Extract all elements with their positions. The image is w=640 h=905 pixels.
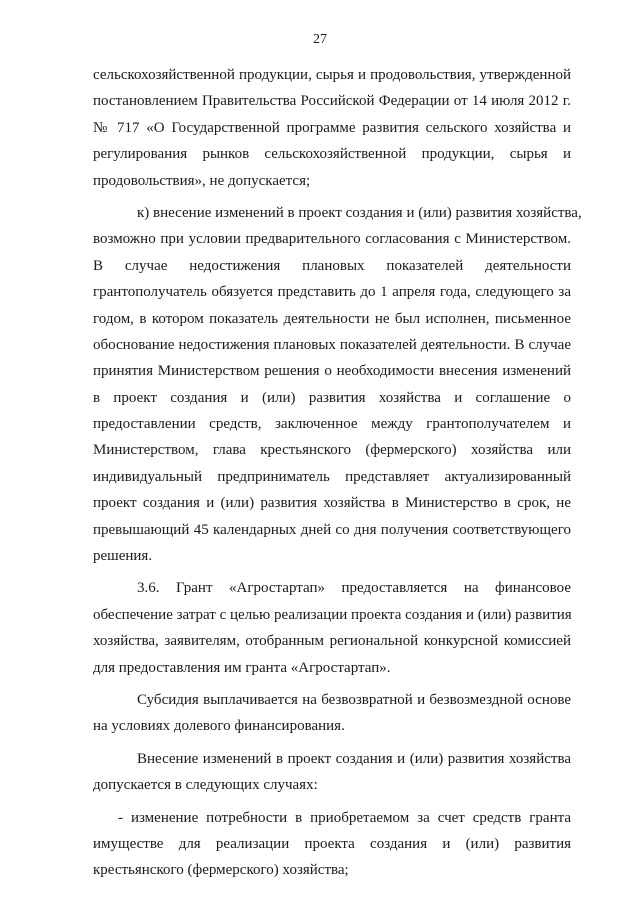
text-line: для предоставления им гранта «Агростартап». bbox=[93, 659, 391, 676]
text-line: № 717 «О Государственной программе развития сельского хозяйства и bbox=[93, 119, 571, 136]
text-line: 3.6. Грант «Агростартап» предоставляется на финансовое bbox=[137, 580, 571, 597]
text-line: регулирования рынков сельскохозяйственной продукции, сырья и bbox=[93, 146, 571, 163]
text-line: хозяйства, заявителям, отобранным региональной конкурсной комиссией bbox=[93, 633, 571, 650]
text-line: обоснование недостижения плановых показателей деятельности. В случае bbox=[93, 336, 571, 353]
document-body bbox=[93, 62, 582, 884]
text-line: В случае недостижения плановых показателей деятельности bbox=[93, 257, 571, 274]
text-line: годом, в котором показатель деятельности не был исполнен, письменное bbox=[93, 310, 571, 327]
text-line: обеспечение затрат с целью реализации проекта создания и (или) развития bbox=[93, 606, 572, 623]
text-line: сельскохозяйственной продукции, сырья и продовольствия, утвержденной bbox=[93, 67, 571, 83]
text-line: Внесение изменений в проект создания и (или) развития хозяйства bbox=[137, 750, 571, 767]
text-line: продовольствия», не допускается; bbox=[93, 172, 311, 189]
text-line: допускается в следующих случаях: bbox=[93, 777, 318, 794]
text-line: решения. bbox=[93, 548, 153, 565]
text-line: грантополучатель обязуется представить до 1 апреля года, следующего за bbox=[93, 284, 571, 301]
text-line: постановлением Правительства Российской Федерации от 14 июля 2012 г. bbox=[93, 93, 571, 110]
text-line: превышающий 45 календарных дней со дня получения соответствующего bbox=[93, 521, 571, 538]
text-line: имуществе для реализации проекта создания и (или) развития bbox=[93, 835, 571, 852]
text-line: проект создания и (или) развития хозяйства в Министерство в срок, не bbox=[93, 495, 571, 512]
text-line: в проект создания и (или) развития хозяйства и соглашение о bbox=[93, 389, 571, 406]
text-line: индивидуальный предприниматель представляет актуализированный bbox=[93, 468, 571, 485]
text-line: - изменение потребности в приобретаемом за счет средств гранта bbox=[118, 809, 571, 826]
text-line: на условиях долевого финансирования. bbox=[93, 718, 345, 735]
text-line: Субсидия выплачивается на безвозвратной и безвозмездной основе bbox=[137, 691, 571, 708]
text-line: Министерством, глава крестьянского (фермерского) хозяйства или bbox=[93, 442, 571, 459]
text-line: предоставлении средств, заключенное между грантополучателем и bbox=[93, 416, 571, 433]
text-line: к) внесение изменений в проект создания и (или) развития хозяйства, bbox=[137, 204, 582, 221]
text-line: крестьянского (фермерского) хозяйства; bbox=[93, 862, 349, 879]
page-number: 27 bbox=[313, 32, 327, 47]
text-line: возможно при условии предварительного согласования с Министерством. bbox=[93, 231, 571, 248]
text-line: принятия Министерством решения о необходимости внесения изменений bbox=[93, 363, 571, 380]
